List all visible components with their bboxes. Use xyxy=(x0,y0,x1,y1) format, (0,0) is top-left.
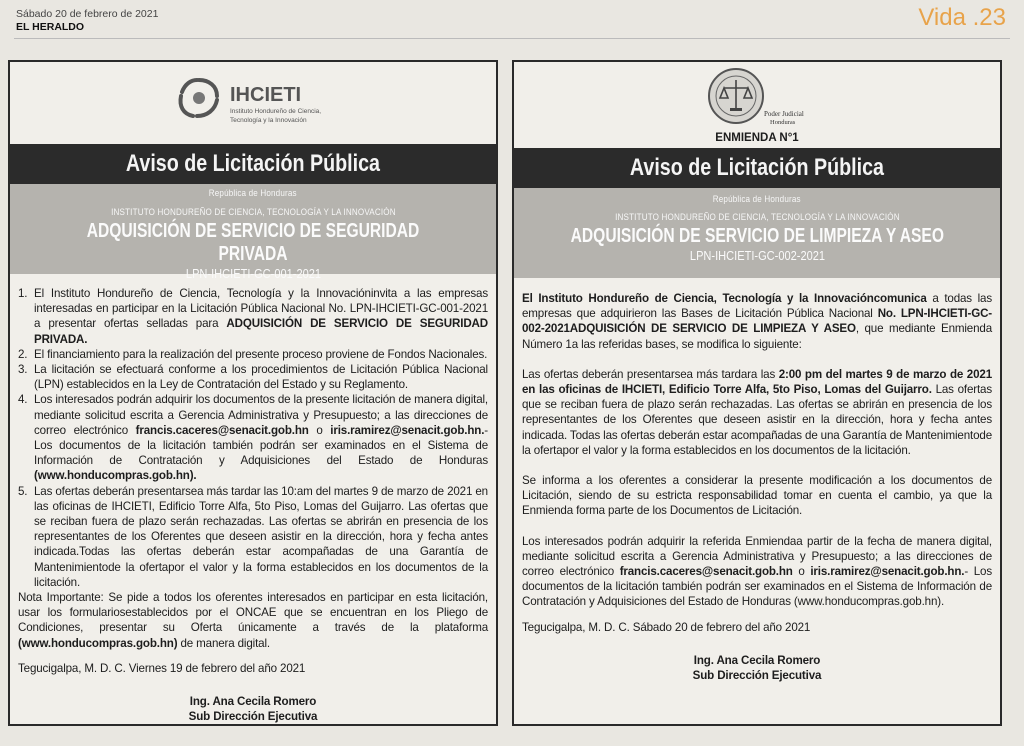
text-run: a todas las empresas que adquirieron las Bases de Licitación Pública Nacional xyxy=(522,292,992,321)
bold-text-run: El Instituto Hondureño de Ciencia, Tecnología y la Innovacióncomunica xyxy=(522,292,927,305)
signer-title: Sub Dirección Ejecutiva xyxy=(188,710,318,724)
header-divider xyxy=(14,38,1010,39)
text-run: de manera digital. xyxy=(177,636,270,650)
poder-judicial-logo xyxy=(514,62,1000,148)
bold-text-run: ADQUISICIÓN DE SERVICIO DE SEGURIDAD PRIVADA. xyxy=(34,317,488,346)
poder-judicial-name: Poder Judicial xyxy=(764,110,804,118)
notice-headline: ADQUISICIÓN DE SERVICIO DE SEGURIDAD PRIVADA xyxy=(86,220,420,265)
text-run: Los interesados podrán adquirir la referida Enmiendaa partir de la fecha de manera digital, mediante solicitud escrita a Gerencia Administrativa y Presupuesto; a las direcciones de correo electrónico xyxy=(522,534,992,579)
bold-text-run: francis.caceres@senacit.gob.hn xyxy=(135,423,309,437)
signer-title: Sub Dirección Ejecutiva xyxy=(692,668,822,682)
item-number: 4. xyxy=(18,393,28,407)
page-number: Vida .23 xyxy=(918,4,1006,31)
notice-banner xyxy=(10,144,496,184)
bold-text-run: (www.honducompras.gob.hn) xyxy=(18,636,178,650)
text-run: Los interesados podrán adquirir los documentos de la presente licitación de manera digital, mediante solicitud escrita a Gerencia Administrativa y Presupuesto; a las direcciones de correo electrónico xyxy=(34,393,488,437)
signer-name: Ing. Ana Cecila Romero xyxy=(189,695,317,709)
text-run: El financiamiento para la realización del presente proceso proviene de Fondos Nacionales. xyxy=(34,347,488,361)
important-note xyxy=(18,590,488,651)
item-number: 1. xyxy=(18,287,28,300)
notice-subject-box xyxy=(10,184,496,281)
text-run: El Instituto Hondureño de Ciencia, Tecnología y la Innovacióninvita a las empresas interesadas en participar en la Licitación Pública Nacional No. LPN-IHCIETI-GC-001-2021 a presentar ofertas selladas para xyxy=(34,287,488,331)
text-run: o xyxy=(792,565,811,579)
masthead xyxy=(16,8,158,34)
notice-title: Aviso de Licitación Pública xyxy=(125,150,381,177)
institute-label: INSTITUTO HONDUREÑO DE CIENCIA, TECNOLOGÍA Y LA INNOVACIÓN xyxy=(110,207,396,218)
ihcieti-logo xyxy=(10,62,496,148)
ihcieti-logo-icon xyxy=(173,74,225,120)
notice-headline: ADQUISICIÓN DE SERVICIO DE LIMPIEZA Y ASEO xyxy=(570,225,944,247)
bold-text-run: (www.honducompras.gob.hn). xyxy=(34,469,197,483)
amendment-paragraph xyxy=(522,291,992,352)
notice-body xyxy=(18,286,488,724)
ihcieti-logo-tagline-2: Tecnología y la Innovación xyxy=(230,117,307,124)
text-run: Las ofertas que se reciban fuera de plazo serán rechazadas. Las ofertas se abrirán en presencia de los representantes de los Oferentes que deseen asistir en la dirección, hora y fecha antes indicada. Todas las ofertas deberán estar acompañadas de una Garantía de Mantenimientode la ofertapor el valor y la forma establecidos en los documentos de la licitación. xyxy=(522,383,992,457)
amendment-paragraph xyxy=(522,367,992,458)
amendment-label: ENMIENDA N°1 xyxy=(715,132,799,144)
bold-text-run: No. LPN-IHCIETI-GC-002-2021ADQUISICIÓN DE SERVICIO DE LIMPIEZA Y ASEO xyxy=(522,307,992,336)
bold-text-run: francis.caceres@senacit.gob.hn xyxy=(619,565,793,579)
text-run: - Los documentos de la licitación también podrán ser examinados en el Sistema de Información de Contratación y Adquisiciones del Estado de Honduras xyxy=(34,423,488,468)
ad-seguridad-privada xyxy=(8,60,498,726)
republic-label: República de Honduras xyxy=(713,194,801,205)
ihcieti-logo-tagline-1: Instituto Hondureño de Ciencia, xyxy=(230,108,322,115)
ad-limpieza-aseo xyxy=(512,60,1002,726)
text-run: , que mediante Enmienda Número 1a las referidas bases, se modifica lo siguiente: xyxy=(522,322,992,351)
notice-title: Aviso de Licitación Pública xyxy=(629,154,885,181)
numbered-item xyxy=(18,347,488,362)
newspaper-name: EL HERALDO xyxy=(16,21,85,33)
text-run: Las ofertas deberán presentarsea más tardar las 10:am del martes 9 de marzo de 2021 en las oficinas de IHCIETI, Edificio Torre Alfa, 5to Piso, Lomas del Guijarro. Las ofertas que se reciban fuera de plazo serán rechazadas. Las ofertas se abrirán en presencia de los representantes de los Oferentes que deseen asistir en la dirección, hora y fecha antes indicada.Todas las ofertas deberán estar acompañadas de una Garantía de Mantenimientode la ofertapor el valor y la forma establecidos en los documentos de la licitación. xyxy=(34,484,488,589)
lpn-code: LPN-IHCIETI-GC-002-2021 xyxy=(689,248,825,263)
place-date: Tegucigalpa, M. D. C. Viernes 19 de febrero del año 2021 xyxy=(18,661,306,675)
numbered-items xyxy=(18,286,488,590)
item-number: 5. xyxy=(18,484,28,498)
text-run: - Los documentos de la licitación también podrán ser examinados en el Sistema de Información de Contratación y Adquisiciones del Estado de Honduras (www.honducompras.gob.hn). xyxy=(522,565,992,609)
text-run: o xyxy=(308,423,331,437)
numbered-item xyxy=(18,392,488,483)
signer-name: Ing. Ana Cecila Romero xyxy=(693,653,821,667)
item-number: 3. xyxy=(18,363,28,377)
amendment-paragraphs xyxy=(522,291,992,610)
amendment-paragraph xyxy=(522,534,992,610)
poder-judicial-seal-icon xyxy=(706,66,766,126)
place-date: Tegucigalpa, M. D. C. Sábado 20 de febrero del año 2021 xyxy=(522,620,811,634)
bold-text-run: 2:00 pm del martes 9 de marzo de 2021 en las oficinas de IHCIETI, Edificio Torre Alfa, 5to Piso, Lomas del Guijarro. xyxy=(522,367,992,397)
bold-text-run: iris.ramirez@senacit.gob.hn. xyxy=(330,423,485,437)
numbered-item xyxy=(18,286,488,347)
lpn-code: LPN-IHCIETI-GC-001-2021 xyxy=(185,266,321,281)
numbered-item xyxy=(18,362,488,392)
bold-text-run: iris.ramirez@senacit.gob.hn. xyxy=(810,565,965,579)
notice-banner xyxy=(514,148,1000,188)
text-run: Se informa a los oferentes a considerar la presente modificación a los documentos de Licitación, siendo de su estricta responsabilidad tomar en cuenta el cambio, ya que la Enmienda forma parte de los Documentos de Licitación. xyxy=(522,474,992,518)
item-number: 2. xyxy=(18,347,28,361)
poder-judicial-country: Honduras xyxy=(770,119,796,126)
republic-label: República de Honduras xyxy=(209,188,297,199)
institute-label: INSTITUTO HONDUREÑO DE CIENCIA, TECNOLOGÍA Y LA INNOVACIÓN xyxy=(614,212,900,223)
numbered-item xyxy=(18,484,488,590)
publication-date: Sábado 20 de febrero de 2021 xyxy=(16,8,159,20)
text-run: Las ofertas deberán presentarsea más tardara las xyxy=(522,367,779,381)
text-run: La licitación se efectuará conforme a los procedimientos de Licitación Pública Nacional (LPN) establecidos en la Ley de Contratación del Estado y su Reglamento. xyxy=(34,363,488,392)
amendment-paragraph xyxy=(522,473,992,519)
ihcieti-logo-name: IHCIETI xyxy=(230,84,302,106)
notice-body xyxy=(522,291,992,683)
notice-subject-box xyxy=(514,188,1000,278)
text-run: Nota Importante: Se pide a todos los oferentes interesados en participar en esta licitación, usar los formulariosestablecidos por el ONCAE que se encuentran en los Pliego de Condiciones, presentar su Oferta únicamente a través de la plataforma xyxy=(18,591,488,635)
